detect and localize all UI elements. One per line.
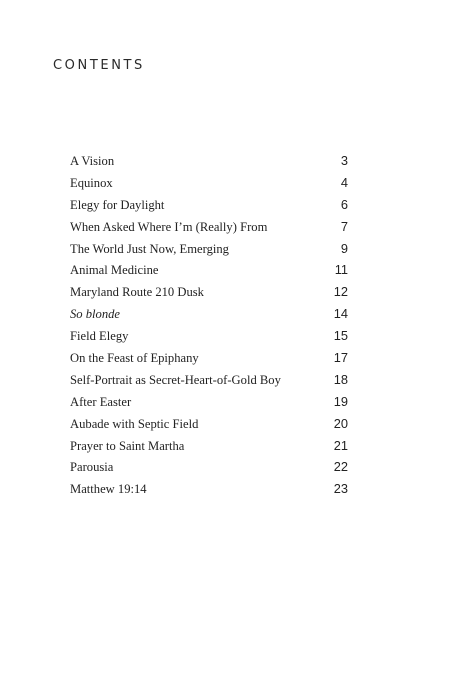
toc-entry — [70, 325, 348, 347]
toc-entry — [70, 435, 348, 457]
toc-entry-title: Parousia — [70, 460, 114, 475]
toc-entry — [70, 391, 348, 413]
toc-entry — [70, 369, 348, 391]
toc-entry-page: 19 — [333, 393, 348, 409]
toc-entry — [70, 259, 348, 281]
toc-entry-page: 15 — [333, 328, 348, 344]
toc-entry-title: After Easter — [70, 394, 132, 409]
toc-entry-page: 22 — [333, 459, 348, 475]
page-title: CONTENTS — [53, 58, 145, 73]
toc-entry — [70, 238, 348, 260]
toc-entry-page: 6 — [340, 196, 348, 212]
toc-entry-title: The World Just Now, Emerging — [70, 241, 229, 256]
toc-entry-page: 9 — [340, 240, 348, 256]
toc-entry-title: Matthew 19:14 — [70, 482, 147, 497]
toc-entry — [70, 281, 348, 303]
toc-entry-title: Equinox — [70, 175, 113, 190]
toc-entry-page: 11 — [334, 262, 348, 278]
toc-entry — [70, 150, 348, 172]
toc-entry — [70, 303, 348, 325]
toc-entry — [70, 456, 348, 478]
toc-entry-title: Prayer to Saint Martha — [70, 438, 185, 453]
toc-entry-title: Elegy for Daylight — [70, 197, 165, 212]
toc-entry-page: 18 — [333, 371, 348, 387]
toc-entry-title: Animal Medicine — [70, 263, 159, 278]
toc-entry-page: 4 — [340, 174, 348, 190]
toc-entry — [70, 347, 348, 369]
toc-entry-title: Self-Portrait as Secret-Heart-of-Gold Boy — [70, 372, 281, 387]
toc-entry-page: 21 — [333, 437, 348, 453]
toc-entry-title: Field Elegy — [70, 329, 129, 344]
toc-entry-title: Maryland Route 210 Dusk — [70, 285, 204, 300]
toc-entry — [70, 413, 348, 435]
toc-entry-page: 23 — [333, 481, 348, 497]
toc-entry-page: 20 — [333, 415, 348, 431]
table-of-contents — [70, 150, 348, 500]
toc-entry-title: Aubade with Septic Field — [70, 416, 199, 431]
toc-entry-page: 3 — [340, 153, 348, 168]
toc-entry — [70, 172, 348, 194]
toc-entry-page: 14 — [333, 306, 348, 322]
toc-entry — [70, 478, 348, 500]
toc-entry-title: A Vision — [70, 154, 115, 168]
toc-entry-page: 12 — [333, 284, 348, 300]
toc-entry-title: On the Feast of Epiphany — [70, 351, 199, 366]
toc-entry-page: 7 — [340, 218, 348, 234]
toc-entry-title: So blonde — [70, 307, 121, 322]
toc-entry — [70, 194, 348, 216]
toc-entry-page: 17 — [333, 350, 348, 366]
toc-entry-title: When Asked Where I’m (Really) From — [70, 219, 268, 234]
toc-entry — [70, 216, 348, 238]
